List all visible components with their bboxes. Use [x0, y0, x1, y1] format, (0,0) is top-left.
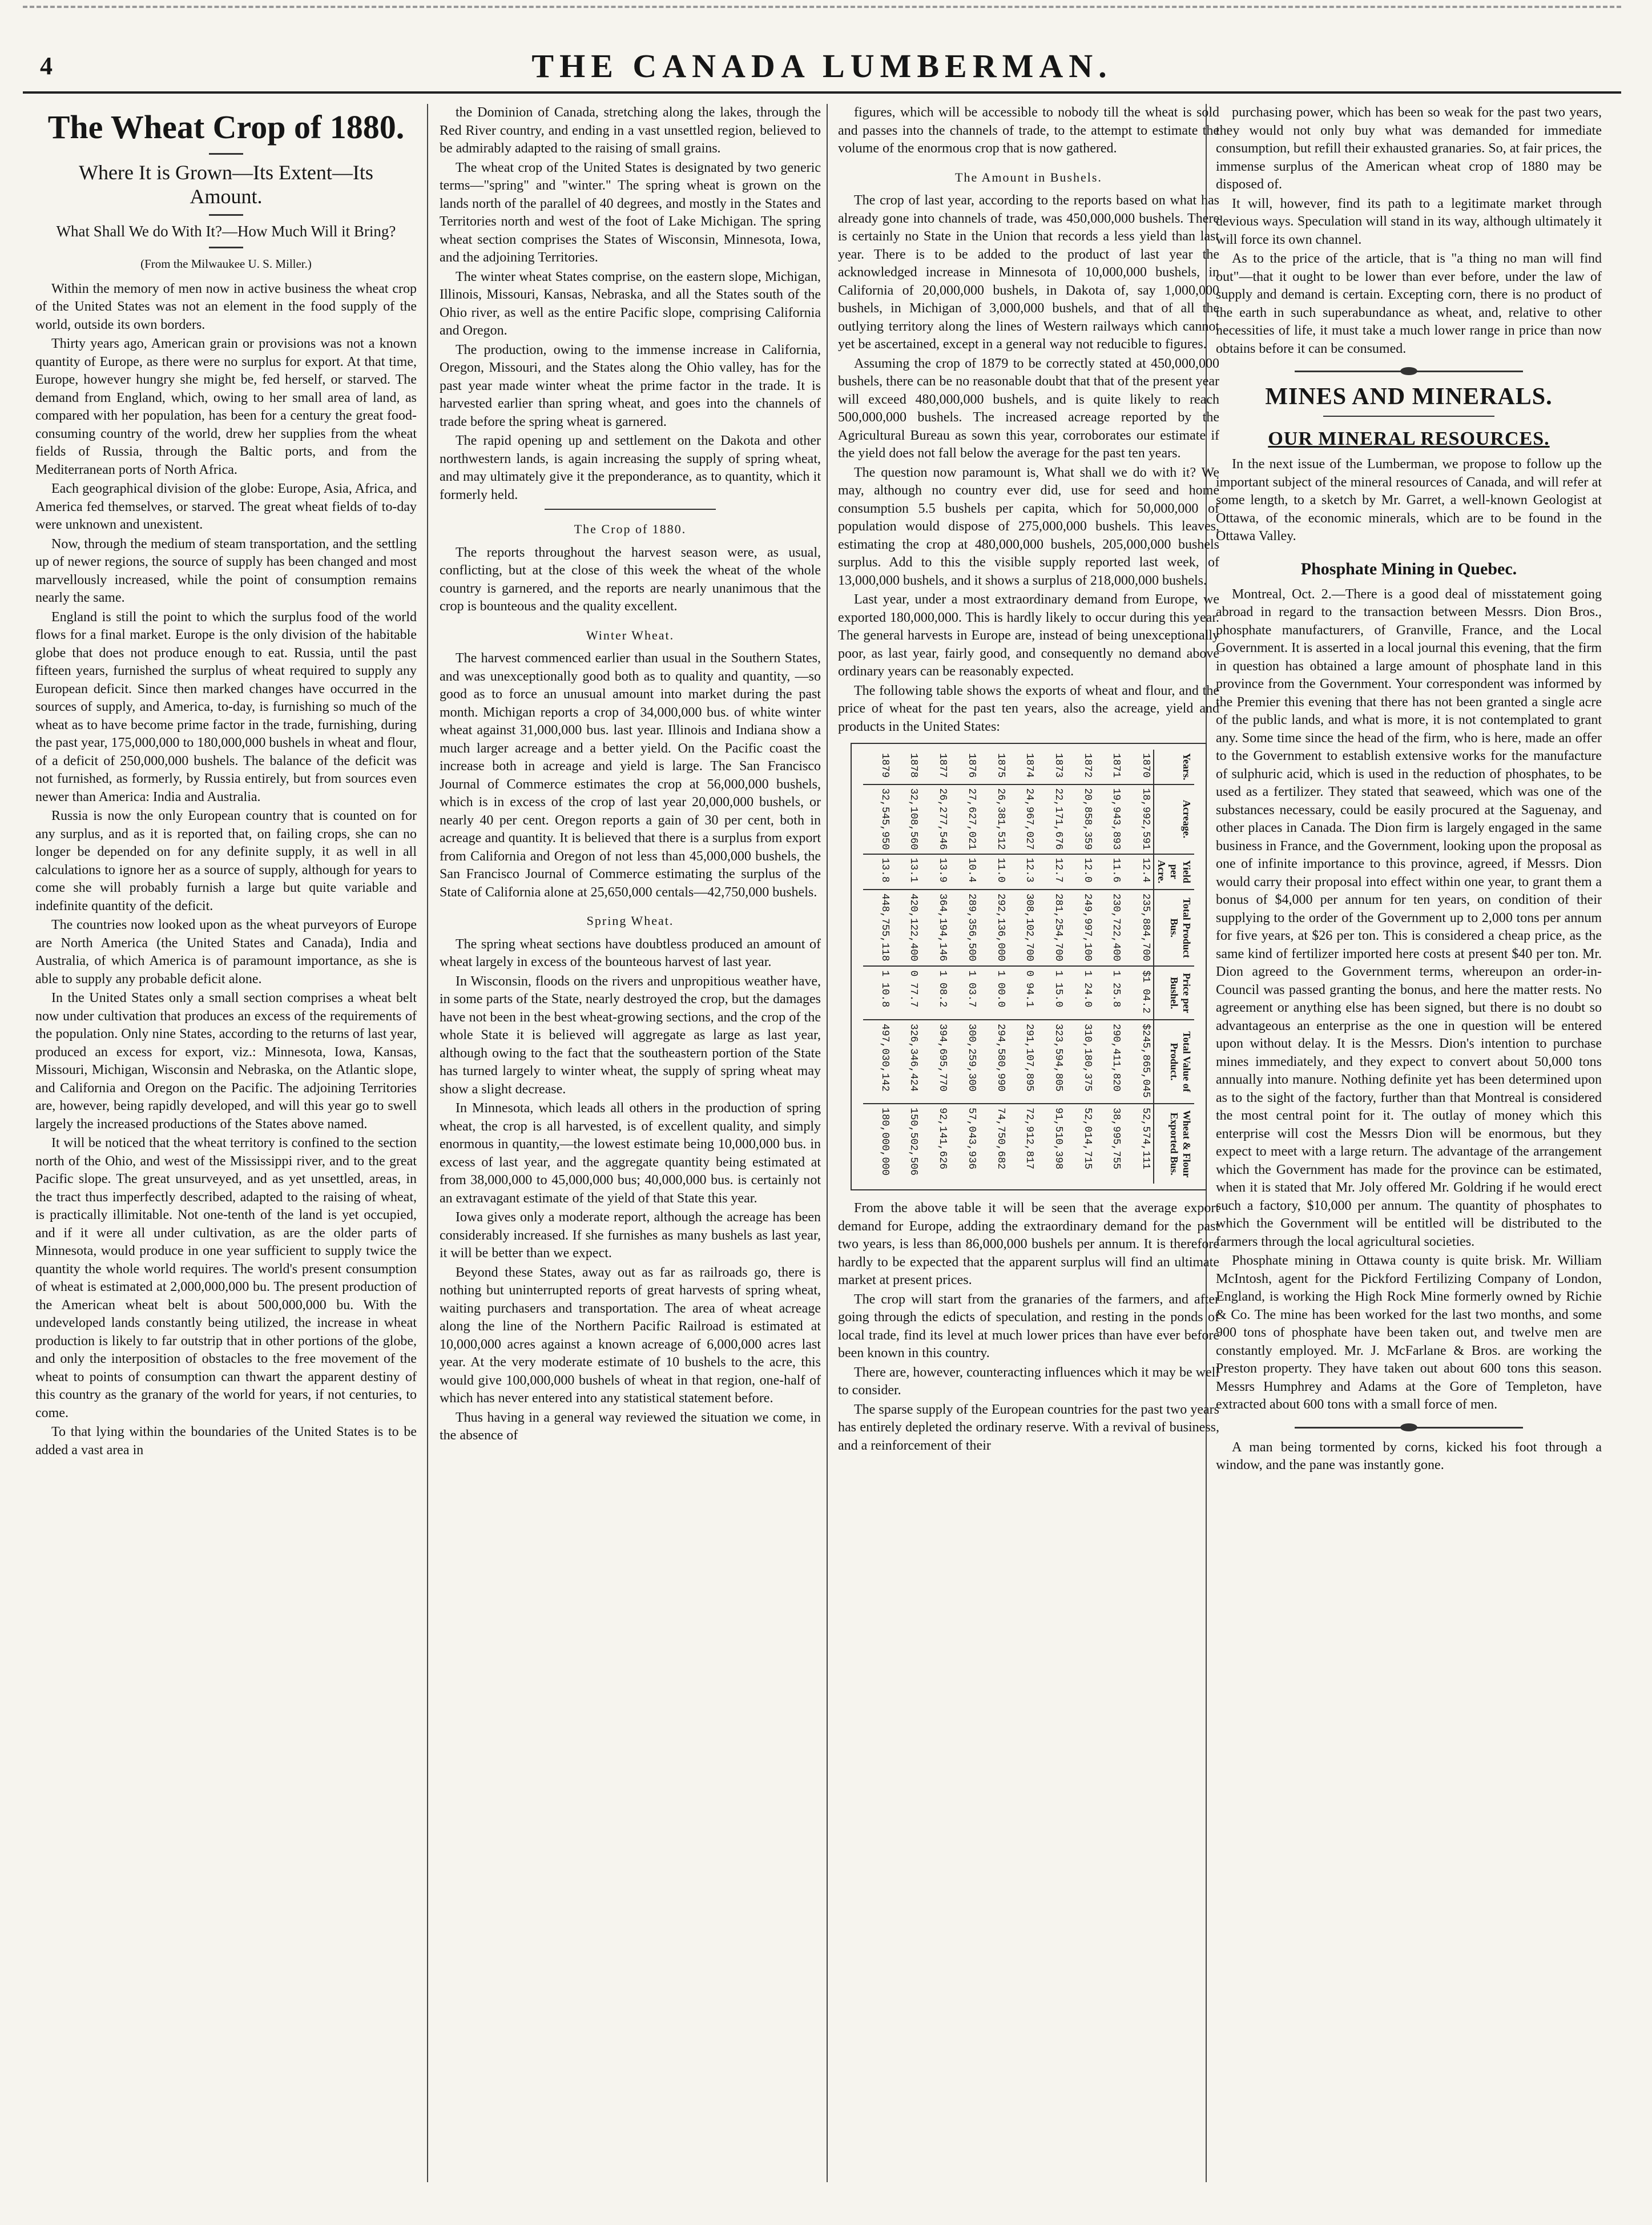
table-cell: 1879 [879, 753, 891, 778]
closing-anecdote: A man being tormented by corns, kicked his foot through a window, and the pane was instantly gone. [1216, 1439, 1602, 1472]
article-source: (From the Milwaukee U. S. Miller.) [140, 257, 312, 271]
article-subtitle: Where It is Grown—Its Extent—Its Amount. [79, 161, 373, 208]
table-cell: 57,043,936 [950, 1104, 979, 1184]
table-cell: 72,912,817 [1008, 1104, 1037, 1184]
table-cell: 24,967,027 [1008, 784, 1037, 854]
paragraph: figures, which will be accessible to nobody till the wheat is sold and passes into the channels of trade, to the attempt to estimate the volume of the enormous crop that is now gathered. [838, 105, 1219, 156]
table-cell: 1 03.7 [950, 966, 979, 1020]
table-header: Yield per Acre. [1154, 854, 1194, 890]
table-cell: 26,381,512 [979, 784, 1008, 854]
table-cell: 12.7 [1037, 854, 1066, 890]
table-cell: $1 04.2 [1123, 966, 1154, 1020]
paragraph: In Minnesota, which leads all others in the production of spring wheat, the crop is all harvested, is of excellent quality, and simply enormous in quantity,—the lowest estimate being 10,000,000 bus. in excess of last year, and the aggregate quantity being estimated at from 38,000,000 to 45,000,000 bus; 40,000,000 bus. is certainly not an extravagant estimate of the yield of that State this year. [440, 1101, 821, 1206]
table-cell: 52,574,111 [1123, 1104, 1154, 1184]
table-cell: 22,171,676 [1037, 784, 1066, 854]
table-cell: 235,884,700 [1123, 890, 1154, 967]
mineral-resources-title: OUR MINERAL RESOURCES. [1268, 428, 1550, 449]
bushels-heading: The Amount in Bushels. [955, 170, 1102, 184]
table-cell: 74,750,682 [979, 1104, 1008, 1184]
table-cell: 92,141,626 [921, 1104, 950, 1184]
paragraph: Beyond these States, away out as far as railroads go, there is nothing but uninterrupted reports of great harvests of spring wheat, waiting purchasers and transportation. The area of wheat acreage along the line of the Northern Pacific Railroad is estimated at 10,000,000 acres against a known acreage of 6,000,000 acres last year. At the very moderate estimate of 10 bushels to the acre, this would give 100,000,000 bushels of wheat in that region, one-half of which has never entered into any statistical statement before. [440, 1265, 821, 1406]
table-cell: 12.3 [1008, 854, 1037, 890]
table-cell: 52,014,715 [1066, 1104, 1095, 1184]
paragraph: The harvest commenced earlier than usual in the Southern States, and was unexceptionally good both as to quality and quantity, —so good as to force an unusual amount into market during the past month. Michigan reports a crop of 34,000,000 bus. of white winter wheat against 31,000,000 bus. last year. Illinois and Indiana show a much larger acreage and a better yield. On the Pacific coast the increase both in acreage and yield is large. The San Francisco Journal of Commerce estimates the crop at 56,000,000 bushels, which is in excess of the crop of last year 20,000,000 bushels, or nearly 40 per cent. Oregon reports a gain of 30 per cent, both in acreage and quantity. It is believed that there is a surplus from export from California and Oregon of not less than 45,000,000 bushels, the San Francisco Journal of Commerce estimating the surplus of the State of California alone at 25,650,000 centals—42,750,000 bushels. [440, 651, 821, 900]
paragraph: The winter wheat States comprise, on the eastern slope, Michigan, Illinois, Missouri, Kansas, Nebraska, and all the States south of the Ohio river, as well as the entire Pacific slope, comprising California and Oregon. [440, 269, 821, 338]
table-row [1123, 750, 1154, 1184]
paragraph: The sparse supply of the European countries for the past two years has entirely depleted the ordinary reserve. With a revival of business, and a reinforcement of their [838, 1402, 1219, 1453]
table-header: Acreage. [1154, 784, 1194, 854]
table-cell: 27,627,021 [950, 784, 979, 854]
top-dashed-border [23, 6, 1621, 8]
table-cell: 13.9 [921, 854, 950, 890]
table-cell: 180,000,000 [863, 1104, 892, 1184]
paragraph: From the above table it will be seen that the average export demand for Europe, adding the extraordinary demand for the past two years, is less than 86,000,000 bushels per annum. It is therefore hardly to be expected that the apparent surplus will find an ultimate market at present prices. [838, 1201, 1219, 1287]
table-cell: 12.0 [1066, 854, 1095, 890]
table-cell: 281,254,700 [1037, 890, 1066, 967]
table-cell: 150,502,506 [892, 1104, 921, 1184]
column-3-intro [838, 104, 1219, 158]
paragraph: The wheat crop of the United States is designated by two generic terms—"spring" and "winter." The spring wheat is grown on the lands north of the parallel of 40 degrees, and mostly in the States and Territories north and west of the foot of Lake Michigan. The spring wheat section comprises the States of Wisconsin, Minnesota, Iowa, and the adjoining Territories. [440, 160, 821, 265]
article-title: The Wheat Crop of 1880. [47, 108, 405, 146]
table-cell: 32,545,950 [863, 784, 892, 854]
table-cell: 13.1 [892, 854, 921, 890]
column-2 [440, 104, 821, 2182]
table-header: Wheat & Flour Exported Bus. [1154, 1104, 1194, 1184]
table-cell: 294,580,990 [979, 1020, 1008, 1104]
table-cell: 1 25.8 [1095, 966, 1124, 1020]
table-cell: 289,356,500 [950, 890, 979, 967]
section-rule [1323, 416, 1494, 417]
table-cell: 19,943,893 [1095, 784, 1124, 854]
table-cell: 12.4 [1123, 854, 1154, 890]
paragraph: Russia is now the only European country that is counted on for any surplus, and as it is reported that, on failing crops, she can no longer be depended on for any definite supply, it as well in all calculations to ignore her as a source of supply, although for years to come she will probably furnish a large but quite variable and indefinite quantity of the deficit. [35, 808, 417, 914]
paragraph: To that lying within the boundaries of the United States is to be added a vast area in [35, 1425, 417, 1458]
paragraph: It will be noticed that the wheat territory is confined to the section north of the Ohio, and west of the Mississippi river, and to the great Pacific slope. The great unsurveyed, and as yet unsettled, areas, in the tract thus imperfectly described, adapted to the raising of wheat, is practically illimitable. Not one-tenth of the land is yet occupied, and if it were all under cultivation, as are the older parts of Minnesota, would produce in one year sufficient to supply twice the quantity the whole world requires. The world's present consumption of wheat is estimated at 2,000,000,000 bu. The present production of the American wheat belt is about 500,000,000 bu. With the undeveloped lands constantly being utilized, the increase in wheat production is likely to far outstrip that in other portions of the globe, and only the interposition of obstacles to the free movement of the wheat to points of consumption can thwart the apparent destiny of this country as the granary of the world for years, if not centuries, to come. [35, 1136, 417, 1421]
paragraph: In Wisconsin, floods on the rivers and unpropitious weather have, in some parts of the State, nearly destroyed the crop, but the damages have not been in the best wheat-growing sections, and the crop of the whole State it is believed will aggregate as large as last year, although owing to the fact that the southeastern portion of the State has turned largely to winter wheat, the supply of spring wheat may show a slight decrease. [440, 973, 821, 1097]
paragraph: Thus having in a general way reviewed the situation we come, in the absence of [440, 1410, 821, 1443]
table-cell: 326,346,424 [892, 1020, 921, 1104]
paragraph: Last year, under a most extraordinary demand from Europe, we exported 180,000,000. This is hardly likely to occur during this year. The general harvests in Europe are, instead of being unexceptionally poor, as last year, fairly good, and consequently no demand above ordinary years can be reasonably expected. [838, 592, 1219, 679]
masthead: THE CANADA LUMBERMAN. [531, 47, 1113, 85]
paragraph: purchasing power, which has been so weak for the past two years, they would not only buy what was demanded for immediate consumption, but refill their exhausted granaries. So, at fair prices, the immense surplus of the American wheat crop of 1880 may be disposed of. [1216, 105, 1602, 192]
winter-body [440, 650, 821, 902]
table-cell: 1876 [965, 753, 977, 778]
wheat-statistics-table [851, 743, 1207, 1190]
table-cell: 11.0 [979, 854, 1008, 890]
table-cell: 300,259,300 [950, 1020, 979, 1104]
paragraph: the Dominion of Canada, stretching along the lakes, through the Red River country, and ending in a vast unsettled region, believed to be admirably adapted to the raising of small grains. [440, 105, 821, 156]
column-divider [827, 104, 828, 2182]
table-cell: 1 08.2 [921, 966, 950, 1020]
table-cell: 1870 [1140, 753, 1151, 778]
table-cell: 18,992,591 [1123, 784, 1154, 854]
crop-heading: The Crop of 1880. [574, 522, 687, 536]
table-cell: 420,122,400 [892, 890, 921, 967]
table-cell: 249,997,100 [1066, 890, 1095, 967]
table-header: Total Product Bus. [1154, 890, 1194, 967]
paragraph: Within the memory of men now in active business the wheat crop of the United States was not an element in the food supply of the world, outside its own borders. [35, 281, 417, 332]
table-cell: 1873 [1052, 753, 1064, 778]
table-cell: 91,510,398 [1037, 1104, 1066, 1184]
table-row [1037, 750, 1066, 1184]
paragraph: The rapid opening up and settlement on the Dakota and other northwestern lands, is again increasing the supply of spring wheat, and may ultimately give it the preponderance, as to quantity, which it formerly held. [440, 433, 821, 502]
bushels-body [838, 192, 1219, 736]
short-rule [209, 153, 243, 155]
column-3 [838, 104, 1219, 2182]
table-row [863, 750, 892, 1184]
table-cell: 1871 [1110, 753, 1122, 778]
mineral-resources-body [1216, 456, 1602, 546]
table-cell: 0 94.1 [1008, 966, 1037, 1020]
table-row [892, 750, 921, 1184]
table-row [1066, 750, 1095, 1184]
table-row [979, 750, 1008, 1184]
table-cell: 308,102,700 [1008, 890, 1037, 967]
rotated-table [863, 750, 1194, 1184]
header-rule [23, 91, 1621, 94]
paragraph: Phosphate mining in Ottawa county is quite brisk. Mr. William McIntosh, agent for the Pickford Fertilizing Company of London, England, is working the High Rock Mine formerly owned by Richie & Co. The mine has been worked for the last two months, and some 900 tons of phosphate have been taken out, and twelve men are constantly employed. Mr. J. McFarlane & Bros. are working the Preston property. They have taken out about 600 tons this season. Messrs Humphrey and Adams at the Gore of Templeton, have extracted about 600 tons with a small force of men. [1216, 1253, 1602, 1412]
section-ornament [1295, 1427, 1523, 1432]
paragraph: There are, however, counteracting influences which it may be well to consider. [838, 1365, 1219, 1398]
column-2-body [440, 104, 821, 504]
table-cell: 290,411,820 [1095, 1020, 1124, 1104]
table-cell: 1 15.0 [1037, 966, 1066, 1020]
paragraph: Each geographical division of the globe: Europe, Asia, Africa, and America fed themselves, or starved. The great wheat fields of to-day were unknown and unexistent. [35, 481, 417, 532]
short-rule [209, 247, 243, 248]
mines-section-title: MINES AND MINERALS. [1265, 384, 1553, 410]
table-cell: $245,865,045 [1123, 1020, 1154, 1104]
column-4 [1216, 104, 1602, 2182]
table-cell: 38,995,755 [1095, 1104, 1124, 1184]
paragraph: Assuming the crop of 1879 to be correctly stated at 450,000,000 bushels, there can be no reasonable doubt that that of the present year will exceed 480,000,000 bushels, and is quite likely to reach 500,000,000 bushels. The increased acreage reported by the Agricultural Bureau as sown this year, corroborates our estimate if the yield does not fall below the average for the past ten years. [838, 356, 1219, 461]
table-cell: 0 77.7 [892, 966, 921, 1020]
table-row [1095, 750, 1124, 1184]
table-cell: 20,858,359 [1066, 784, 1095, 854]
article-question: What Shall We do With It?—How Much Will it Bring? [56, 223, 396, 240]
table-row [1008, 750, 1037, 1184]
paragraph: As to the price of the article, that is "a thing no man will find out"—that it ought to be lower than ever before, under the law of supply and demand is certain. Excepting corn, there is no product of the earth in such superabundance as wheat, and, relative to other necessities of life, it must take a much lower range in price than now obtains before it can be consumed. [1216, 251, 1602, 356]
table-cell: 32,108,560 [892, 784, 921, 854]
paragraph: England is still the point to which the surplus food of the world flows for a final market. Europe is the only division of the habitable globe that does not produce enough to eat. Russia, until the past fifteen years, furnished the surplus of wheat required to supply any European deficit. Since then marked changes have occurred in the sources of supply, and America, to-day, is furnishing so much of the wheat as to have become prime factor in the trade, furnishing, during the past year, 175,000,000 to 180,000,000 bushels in wheat and flour, of a deficit of 250,000,000 bushels. The balance of the deficit was not furnished, as formerly, by Russia entirely, but from sources even newer than America: India and Australia. [35, 609, 417, 804]
paragraph: The countries now looked upon as the wheat purveyors of Europe are North America (the United States and Canada), India and Australia, of which America is of paramount importance, as she is able to supply any probable deficit alone. [35, 918, 417, 987]
spring-heading: Spring Wheat. [586, 914, 674, 928]
table-cell: 364,194,146 [921, 890, 950, 967]
paragraph: In the next issue of the Lumberman, we propose to follow up the important subject of the mineral resources of Canada, and will refer at some length, to a sketch by Mr. Garret, a well-known Geologist at Ottawa, of the economic minerals, which are to be found in the Ottawa Valley. [1216, 457, 1602, 544]
paragraph: The following table shows the exports of wheat and flour, and the price of wheat for the past ten years, also the acreage, yield and products in the United States: [838, 683, 1219, 734]
column-divider [427, 104, 428, 2182]
table-cell: 1 00.0 [979, 966, 1008, 1020]
table-cell: 10.4 [950, 854, 979, 890]
column-4-body [1216, 104, 1602, 358]
paragraph: Thirty years ago, American grain or provisions was not a known quantity of Europe, as there were no surplus for export. At that time, Europe, however hungry she might be, fed herself, or starved. The demand from England, which, owing to her small area of land, as compared with her population, has been for a century the great food-consuming country of the world, drew her supplies from the wheat fields of Russia, through the Baltic ports, and from the Mediterranean ports of North Africa. [35, 336, 417, 477]
column-1-body [35, 280, 417, 1460]
table-cell: 448,755,118 [863, 890, 892, 967]
table-cell: 323,594,805 [1037, 1020, 1066, 1104]
table-cell: 1878 [908, 753, 920, 778]
paragraph: The production, owing to the immense increase in California, Oregon, Missouri, and the States along the Ohio valley, has for the past year made winter wheat the prime factor in the trade. It is harvested earlier than spring wheat, and goes into the channels of trade before the spring wheat is garnered. [440, 342, 821, 429]
table-cell: 26,277,546 [921, 784, 950, 854]
paragraph: It will, however, find its path to a legitimate market through devious ways. Speculation will stand in its way, although ultimately it will force its own channel. [1216, 196, 1602, 247]
table-cell: 1 24.0 [1066, 966, 1095, 1020]
table-cell: 394,695,770 [921, 1020, 950, 1104]
table-cell: 1875 [994, 753, 1006, 778]
page-number: 4 [40, 52, 53, 80]
table-header: Years. [1154, 750, 1194, 784]
paragraph: Iowa gives only a moderate report, although the acreage has been considerably increased. If she furnishes as many bushels as last year, it will be better than we expect. [440, 1210, 821, 1261]
table-row [950, 750, 979, 1184]
table-cell: 11.6 [1095, 854, 1124, 890]
phosphate-body [1216, 586, 1602, 1414]
table-cell: 292,136,000 [979, 890, 1008, 967]
crop-body [440, 544, 821, 616]
table-cell: 1877 [937, 753, 949, 778]
paragraph: Montreal, Oct. 2.—There is a good deal of misstatement going abroad in regard to the transaction between Messrs. Dion Bros., phosphate manufacturers, of Granville, France, and the Local Government. It is asserted in a local journal this evening, that the firm in question has obtained a large amount of phosphate land in this province from the Government. Your correspondent was informed by the Premier this evening that there has not been granted a single acre of the public lands, and what is more, it is not contemplated to grant any. Some time since the head of the firm, who is here, made an offer to the Government to establish extensive works for the manufacture of sulphuric acid, which is used in the reduction of phosphates, to be used as a fertilizer. They stated that seaweed, which was one of the substances necessary, could be easily procured at the Saguenay, and other places in Canada. The Dion firm is largely engaged in the same business in France, and the Government, looking upon the proposal as one of infinite importance to this province, agreed, if Messrs. Dion would carry their proposal into effect within one year, to grant them a bonus of $4,000 per annum for ten years, on condition of their supplying to the order of the Government up to 2,000 tons per annum for five years, at $26 per ton. This is considered a cheap price, as the same kind of fertilizer imported here costs at present $40 per ton. Mr. Dion agreed to the Government terms, whereupon an order-in-Council was passed granting the bonus, and here the matter rests. No agreement or anything else has been signed, but there is no doubt so advantageous an enterprise as the one in question will be entered upon without delay. It is the Messrs. Dion's intention to purchase mines immediately, and they expect to convert about 50,000 tons annually into manure. Nothing definite yet has been determined upon as to the sight of the factory, further than that Montreal is considered the most central point for it. The outlay of money which this enterprise will cost the Messrs Dion will be enormous, but they expect to meet with a large return. The advantage of the arrangement which the Government has made for the province can be estimated, when it is stated that Mr. Joly offered Mr. Goldring if he would erect such a factory, $10,000 per annum. The quantity of phosphates to which the Government will be entitled will be distributed to the farmers through the local agricultural societies. [1216, 586, 1602, 1249]
paragraph: The crop of last year, according to the reports based on what has already gone into channels of trade, was 450,000,000 bushels. There is certainly no State in the Union that records a less yield than last year. There is to be added to the product of last year the acknowledged increase in Minnesota of 10,000,000 bushels, in California of 20,000,000 bushels, in Dakota of, say 1,000,000 bushels, in Michigan of 3,000,000 bushels, and that of all the outlying territory along the lines of Western railways which cannot yet be ascertained, except in a general way not reducible to figures. [838, 193, 1219, 352]
paragraph: In the United States only a small section comprises a wheat belt now under cultivation that produces an excess of the requirements of the population. Only nine States, according to the returns of last year, produced an excess for export, viz.: Minnesota, Iowa, Kansas, Missouri, Michigan, Wisconsin and Nebraska, on the Atlantic slope, and California and Oregon on the Pacific. The adjoining Territories are, however, being rapidly developed, and will this year go to swell largely the increased productions of the States above named. [35, 991, 417, 1132]
paragraph: The reports throughout the harvest season were, as usual, conflicting, but at the close of this week the wheat of the whole country is garnered, and the reports are nearly unanimous that the crop is bounteous and the quality excellent. [440, 545, 821, 614]
table-header: Price per Bushel. [1154, 966, 1194, 1020]
section-rule [545, 509, 716, 510]
column-1 [35, 104, 417, 2182]
table-cell: 291,107,895 [1008, 1020, 1037, 1104]
column-3-conclusion [838, 1200, 1219, 1455]
paragraph: Now, through the medium of steam transportation, and the settling up of newer regions, the source of supply has been changed and most marvellously increased, while the point of consumption remains nearly the same. [35, 536, 417, 605]
paragraph: The crop will start from the granaries of the farmers, and after going through the edicts of speculation, and resting in the ponds of local trade, find its level at much lower prices than have ever before been known in this country. [838, 1291, 1219, 1361]
short-rule [209, 214, 243, 216]
table-cell: 230,722,400 [1095, 890, 1124, 967]
table-cell: 13.8 [863, 854, 892, 890]
section-ornament [1295, 371, 1523, 376]
paragraph: The question now paramount is, What shall we do with it? We may, although no country ever did, use for seed and home consumption 5.5 bushels per capita, which for 50,000,000 of population would dispose of 275,000,000 bushels. This leaves, estimating the crop at 480,000,000 bushels, 205,000,000 bushels surplus. Add to this the visible supply reported last week, of 13,000,000 bushels, and it shows a surplus of 218,000,000 bushels. [838, 465, 1219, 588]
table-header: Total Value of Product. [1154, 1020, 1194, 1104]
table-row [921, 750, 950, 1184]
table-cell: 1874 [1024, 753, 1035, 778]
table-cell: 497,030,142 [863, 1020, 892, 1104]
paragraph: The spring wheat sections have doubtless produced an amount of wheat largely in excess of the bounteous harvest of last year. [440, 936, 821, 969]
page-header [23, 41, 1621, 87]
winter-heading: Winter Wheat. [586, 627, 675, 642]
phosphate-heading: Phosphate Mining in Quebec. [1300, 559, 1517, 578]
table-cell: 1872 [1081, 753, 1093, 778]
table-cell: 310,180,375 [1066, 1020, 1095, 1104]
table-cell: 1 10.8 [863, 966, 892, 1020]
spring-body [440, 936, 821, 1445]
